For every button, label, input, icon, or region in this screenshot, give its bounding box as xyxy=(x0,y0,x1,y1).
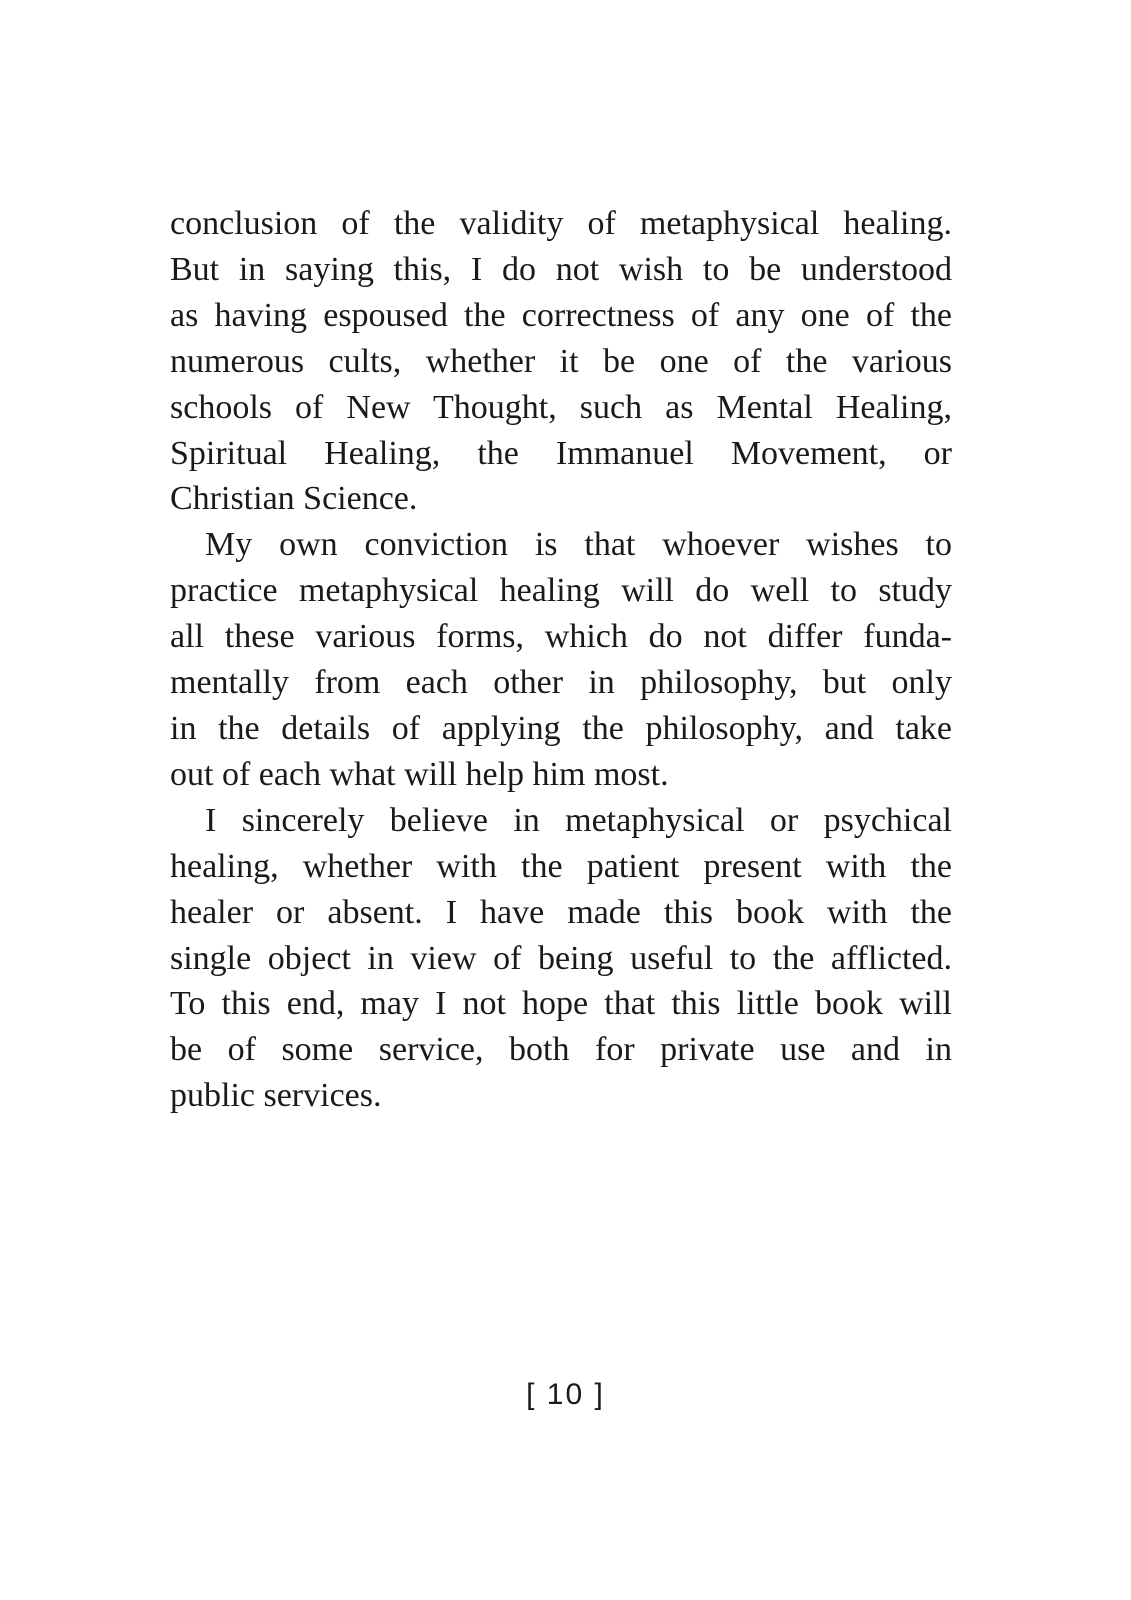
text-line: schools of New Thought, such as Mental Healing, xyxy=(170,388,952,426)
text-line: numerous cults, whether it be one of the various xyxy=(170,342,952,380)
page-number: [ 10 ] xyxy=(526,1378,605,1411)
body-text xyxy=(170,201,952,1119)
text-line: I sincerely believe in metaphysical or psychical xyxy=(205,801,952,839)
text-line: healing, whether with the patient present with the xyxy=(170,847,952,885)
text-line: To this end, may I not hope that this little book will xyxy=(170,985,952,1023)
text-line: as having espoused the correctness of any one of the xyxy=(170,296,952,334)
text-line: practice metaphysical healing will do well to study xyxy=(170,572,952,610)
text-line: be of some service, both for private use and in xyxy=(170,1031,952,1069)
text-line: in the details of applying the philosophy, and take xyxy=(170,709,952,747)
text-line: My own conviction is that whoever wishes to xyxy=(205,526,952,564)
text-line: out of each what will help him most. xyxy=(170,755,669,793)
text-line: Spiritual Healing, the Immanuel Movement, or xyxy=(170,434,952,472)
text-line: public services. xyxy=(170,1077,382,1115)
text-line: But in saying this, I do not wish to be understood xyxy=(170,250,952,288)
text-line: Christian Science. xyxy=(170,480,418,518)
text-line: single object in view of being useful to the afflicted. xyxy=(170,939,952,977)
text-line: mentally from each other in philosophy, but only xyxy=(170,664,952,702)
text-line: all these various forms, which do not differ funda- xyxy=(170,618,952,656)
text-line: conclusion of the validity of metaphysical healing. xyxy=(170,205,952,242)
text-line: healer or absent. I have made this book with the xyxy=(170,893,952,931)
